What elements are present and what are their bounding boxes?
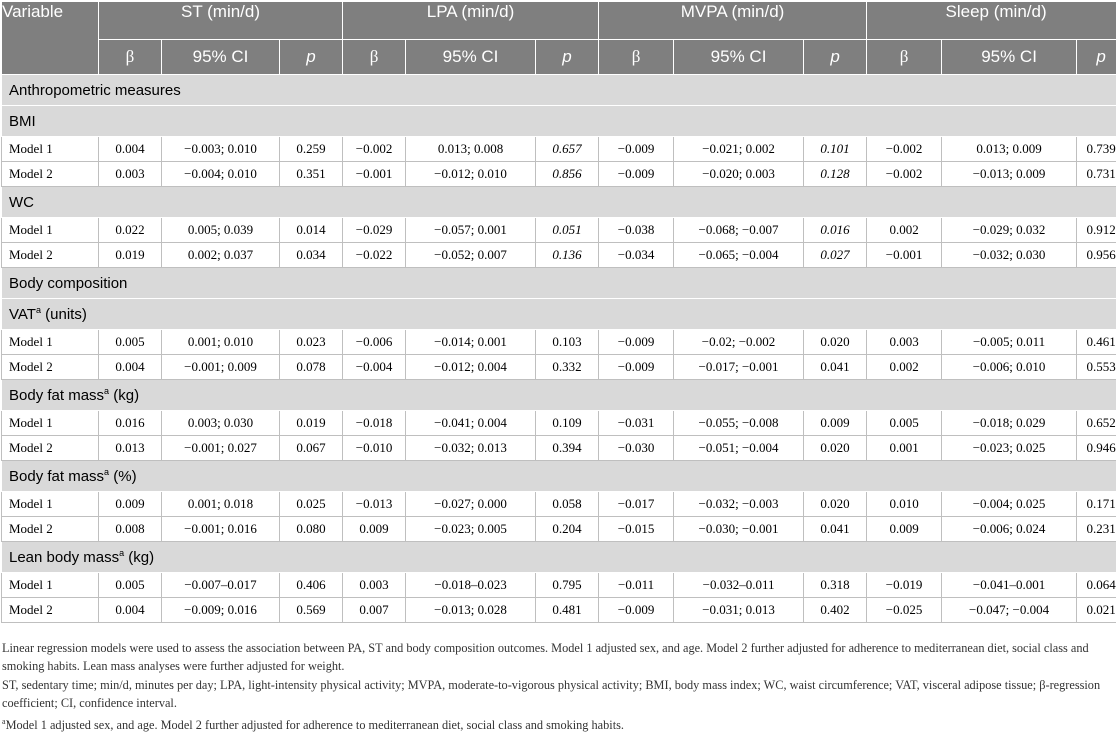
sleep-beta-cell: 0.003 <box>867 330 942 355</box>
model-label: Model 2 <box>2 243 99 268</box>
mvpa-beta-cell: −0.011 <box>599 573 674 598</box>
beta-header: β <box>99 40 162 75</box>
mvpa-ci-cell: −0.02; −0.002 <box>674 330 804 355</box>
sleep-p-cell: 0.739 <box>1077 137 1116 162</box>
st-ci-cell: −0.004; 0.010 <box>162 162 280 187</box>
mvpa-beta-cell: −0.009 <box>599 355 674 380</box>
sleep-beta-cell: −0.001 <box>867 243 942 268</box>
sleep-ci-cell: −0.018; 0.029 <box>942 411 1077 436</box>
lpa-p-cell: 0.481 <box>536 598 599 623</box>
mvpa-p-cell: 0.101 <box>804 137 867 162</box>
st-ci-cell: 0.002; 0.037 <box>162 243 280 268</box>
section-title: Anthropometric measures <box>2 75 1116 106</box>
st-beta-cell: 0.005 <box>99 573 162 598</box>
st-p-cell: 0.023 <box>280 330 343 355</box>
sleep-p-cell: 0.171 <box>1077 492 1116 517</box>
st-p-cell: 0.080 <box>280 517 343 542</box>
st-ci-cell: −0.007–0.017 <box>162 573 280 598</box>
mvpa-ci-cell: −0.032–0.011 <box>674 573 804 598</box>
st-ci-cell: −0.009; 0.016 <box>162 598 280 623</box>
lpa-ci-cell: −0.012; 0.010 <box>406 162 536 187</box>
st-p-cell: 0.067 <box>280 436 343 461</box>
sleep-p-cell: 0.231 <box>1077 517 1116 542</box>
footnote-marker: a <box>119 548 125 558</box>
table-row <box>2 436 1116 461</box>
sleep-beta-cell: 0.005 <box>867 411 942 436</box>
sleep-p-cell: 0.064 <box>1077 573 1116 598</box>
lpa-ci-cell: −0.027; 0.000 <box>406 492 536 517</box>
model-label: Model 1 <box>2 492 99 517</box>
sleep-ci-cell: −0.004; 0.025 <box>942 492 1077 517</box>
table-row <box>2 492 1116 517</box>
lpa-beta-cell: −0.010 <box>343 436 406 461</box>
lpa-p-cell: 0.109 <box>536 411 599 436</box>
mvpa-beta-cell: −0.017 <box>599 492 674 517</box>
st-ci-cell: 0.001; 0.018 <box>162 492 280 517</box>
st-beta-cell: 0.009 <box>99 492 162 517</box>
mvpa-beta-cell: −0.034 <box>599 243 674 268</box>
footnote-marker: a <box>2 717 6 726</box>
st-beta-cell: 0.004 <box>99 598 162 623</box>
st-ci-cell: −0.001; 0.016 <box>162 517 280 542</box>
st-p-cell: 0.014 <box>280 218 343 243</box>
st-p-cell: 0.259 <box>280 137 343 162</box>
subsection-label: WC <box>2 187 1116 218</box>
lpa-beta-cell: −0.018 <box>343 411 406 436</box>
mvpa-ci-cell: −0.055; −0.008 <box>674 411 804 436</box>
lpa-beta-cell: −0.029 <box>343 218 406 243</box>
lpa-p-cell: 0.051 <box>536 218 599 243</box>
beta-header: β <box>867 40 942 75</box>
mvpa-ci-cell: −0.068; −0.007 <box>674 218 804 243</box>
lpa-p-cell: 0.058 <box>536 492 599 517</box>
mvpa-p-cell: 0.027 <box>804 243 867 268</box>
ci-header: 95% CI <box>942 40 1077 75</box>
lpa-p-cell: 0.136 <box>536 243 599 268</box>
lpa-p-cell: 0.332 <box>536 355 599 380</box>
table-row <box>2 355 1116 380</box>
table-row <box>2 598 1116 623</box>
st-ci-cell: 0.005; 0.039 <box>162 218 280 243</box>
sleep-p-cell: 0.652 <box>1077 411 1116 436</box>
ci-header: 95% CI <box>162 40 280 75</box>
lpa-ci-cell: −0.018–0.023 <box>406 573 536 598</box>
sleep-p-cell: 0.946 <box>1077 436 1116 461</box>
p-header: p <box>1077 40 1116 75</box>
sleep-beta-cell: −0.002 <box>867 137 942 162</box>
sleep-ci-cell: −0.006; 0.010 <box>942 355 1077 380</box>
p-header: p <box>804 40 867 75</box>
p-header: p <box>280 40 343 75</box>
table-row <box>2 243 1116 268</box>
model-label: Model 1 <box>2 573 99 598</box>
section-row <box>2 268 1116 299</box>
mvpa-ci-cell: −0.017; −0.001 <box>674 355 804 380</box>
st-ci-cell: 0.001; 0.010 <box>162 330 280 355</box>
mvpa-beta-cell: −0.031 <box>599 411 674 436</box>
subsection-row <box>2 380 1116 411</box>
note-abbreviations: ST, sedentary time; min/d, minutes per day; LPA, light-intensity physical activity; MVPA, moderate-to-vigorous physical activity; BMI, body mass index; WC, waist circumference; VAT, visceral adipose tissue; β-regression coefficient; CI, confidence interval. <box>2 678 1101 710</box>
sleep-beta-cell: 0.009 <box>867 517 942 542</box>
sleep-ci-cell: −0.047; −0.004 <box>942 598 1077 623</box>
model-label: Model 1 <box>2 411 99 436</box>
subsection-label: BMI <box>2 106 1116 137</box>
sleep-beta-cell: 0.001 <box>867 436 942 461</box>
mvpa-p-cell: 0.020 <box>804 492 867 517</box>
sleep-ci-cell: −0.032; 0.030 <box>942 243 1077 268</box>
st-beta-cell: 0.004 <box>99 137 162 162</box>
lpa-ci-cell: −0.032; 0.013 <box>406 436 536 461</box>
mvpa-ci-cell: −0.021; 0.002 <box>674 137 804 162</box>
st-p-cell: 0.019 <box>280 411 343 436</box>
sleep-beta-cell: −0.025 <box>867 598 942 623</box>
st-ci-cell: −0.003; 0.010 <box>162 137 280 162</box>
table-row <box>2 137 1116 162</box>
section-title: Body composition <box>2 268 1116 299</box>
lpa-beta-cell: 0.003 <box>343 573 406 598</box>
model-label: Model 1 <box>2 137 99 162</box>
beta-header: β <box>343 40 406 75</box>
st-p-cell: 0.351 <box>280 162 343 187</box>
lpa-p-cell: 0.394 <box>536 436 599 461</box>
mvpa-ci-cell: −0.065; −0.004 <box>674 243 804 268</box>
table-row <box>2 573 1116 598</box>
st-beta-cell: 0.004 <box>99 355 162 380</box>
note-footnote: $^a$Model 1 adjusted sex, and age. Model 2 further adjusted for adherence to mediterranean diet, social class and smoking habits. <box>2 717 624 733</box>
table-row <box>2 411 1116 436</box>
sleep-ci-cell: −0.023; 0.025 <box>942 436 1077 461</box>
note-methods: Linear regression models were used to assess the association between PA, ST and body composition outcomes. Model 1 adjusted sex, and age. Model 2 further adjusted for adherence to mediterranean diet, social class and smoking habits. Lean mass analyses were further adjusted for weight. <box>2 641 1089 673</box>
sleep-p-cell: 0.553 <box>1077 355 1116 380</box>
sleep-ci-cell: −0.006; 0.024 <box>942 517 1077 542</box>
footnote-marker: a <box>104 467 110 477</box>
subsection-label: Lean body mass$^a$ (kg) <box>2 542 1116 573</box>
st-ci-cell: −0.001; 0.009 <box>162 355 280 380</box>
lpa-beta-cell: −0.002 <box>343 137 406 162</box>
mvpa-beta-cell: −0.009 <box>599 330 674 355</box>
sleep-p-cell: 0.912 <box>1077 218 1116 243</box>
st-ci-cell: 0.003; 0.030 <box>162 411 280 436</box>
st-beta-cell: 0.003 <box>99 162 162 187</box>
table-row <box>2 517 1116 542</box>
st-p-cell: 0.034 <box>280 243 343 268</box>
lpa-beta-cell: 0.009 <box>343 517 406 542</box>
model-label: Model 2 <box>2 517 99 542</box>
mvpa-p-cell: 0.318 <box>804 573 867 598</box>
results-table <box>1 1 1116 623</box>
st-p-cell: 0.406 <box>280 573 343 598</box>
lpa-beta-cell: −0.022 <box>343 243 406 268</box>
mvpa-p-cell: 0.128 <box>804 162 867 187</box>
table-notes <box>2 639 1112 735</box>
mvpa-p-cell: 0.402 <box>804 598 867 623</box>
section-row <box>2 75 1116 106</box>
sleep-ci-cell: −0.029; 0.032 <box>942 218 1077 243</box>
lpa-ci-cell: −0.052; 0.007 <box>406 243 536 268</box>
lpa-ci-cell: −0.041; 0.004 <box>406 411 536 436</box>
table-row <box>2 218 1116 243</box>
st-beta-cell: 0.005 <box>99 330 162 355</box>
header-row-stats <box>2 40 1116 75</box>
st-beta-cell: 0.008 <box>99 517 162 542</box>
model-label: Model 2 <box>2 162 99 187</box>
mvpa-ci-cell: −0.031; 0.013 <box>674 598 804 623</box>
ci-header: 95% CI <box>674 40 804 75</box>
model-label: Model 1 <box>2 218 99 243</box>
st-ci-cell: −0.001; 0.027 <box>162 436 280 461</box>
sleep-p-cell: 0.461 <box>1077 330 1116 355</box>
footnote-marker: a <box>35 305 41 315</box>
group-header-lpa: LPA (min/d) <box>343 2 599 40</box>
subsection-row <box>2 461 1116 492</box>
sleep-beta-cell: 0.002 <box>867 355 942 380</box>
mvpa-ci-cell: −0.032; −0.003 <box>674 492 804 517</box>
lpa-ci-cell: −0.057; 0.001 <box>406 218 536 243</box>
model-label: Model 2 <box>2 436 99 461</box>
ci-header: 95% CI <box>406 40 536 75</box>
lpa-beta-cell: −0.013 <box>343 492 406 517</box>
lpa-p-cell: 0.103 <box>536 330 599 355</box>
lpa-p-cell: 0.657 <box>536 137 599 162</box>
subsection-label: VAT$^a$ (units) <box>2 299 1116 330</box>
group-header-mvpa: MVPA (min/d) <box>599 2 867 40</box>
lpa-p-cell: 0.795 <box>536 573 599 598</box>
sleep-ci-cell: −0.005; 0.011 <box>942 330 1077 355</box>
group-header-sleep: Sleep (min/d) <box>867 2 1116 40</box>
p-header: p <box>536 40 599 75</box>
st-beta-cell: 0.013 <box>99 436 162 461</box>
subsection-row <box>2 187 1116 218</box>
lpa-p-cell: 0.856 <box>536 162 599 187</box>
sleep-p-cell: 0.956 <box>1077 243 1116 268</box>
table-row <box>2 330 1116 355</box>
sleep-p-cell: 0.021 <box>1077 598 1116 623</box>
sleep-ci-cell: −0.041–0.001 <box>942 573 1077 598</box>
mvpa-beta-cell: −0.015 <box>599 517 674 542</box>
subsection-label: Body fat mass$^a$ (kg) <box>2 380 1116 411</box>
mvpa-p-cell: 0.020 <box>804 330 867 355</box>
st-p-cell: 0.569 <box>280 598 343 623</box>
subsection-row <box>2 299 1116 330</box>
mvpa-beta-cell: −0.009 <box>599 162 674 187</box>
lpa-ci-cell: −0.023; 0.005 <box>406 517 536 542</box>
sleep-ci-cell: −0.013; 0.009 <box>942 162 1077 187</box>
footnote-marker: a <box>104 386 110 396</box>
model-label: Model 2 <box>2 355 99 380</box>
lpa-beta-cell: −0.001 <box>343 162 406 187</box>
sleep-beta-cell: −0.002 <box>867 162 942 187</box>
model-label: Model 2 <box>2 598 99 623</box>
sleep-beta-cell: −0.019 <box>867 573 942 598</box>
variable-header: Variable <box>2 2 99 75</box>
sleep-p-cell: 0.731 <box>1077 162 1116 187</box>
lpa-beta-cell: −0.004 <box>343 355 406 380</box>
lpa-p-cell: 0.204 <box>536 517 599 542</box>
lpa-beta-cell: 0.007 <box>343 598 406 623</box>
group-header-st: ST (min/d) <box>99 2 343 40</box>
mvpa-ci-cell: −0.020; 0.003 <box>674 162 804 187</box>
subsection-label: Body fat mass$^a$ (%) <box>2 461 1116 492</box>
mvpa-p-cell: 0.041 <box>804 517 867 542</box>
table-row <box>2 162 1116 187</box>
sleep-beta-cell: 0.010 <box>867 492 942 517</box>
model-label: Model 1 <box>2 330 99 355</box>
mvpa-beta-cell: −0.009 <box>599 137 674 162</box>
mvpa-ci-cell: −0.030; −0.001 <box>674 517 804 542</box>
subsection-row <box>2 106 1116 137</box>
mvpa-ci-cell: −0.051; −0.004 <box>674 436 804 461</box>
st-beta-cell: 0.019 <box>99 243 162 268</box>
st-beta-cell: 0.022 <box>99 218 162 243</box>
lpa-ci-cell: 0.013; 0.008 <box>406 137 536 162</box>
st-beta-cell: 0.016 <box>99 411 162 436</box>
header-row-groups <box>2 2 1116 40</box>
sleep-ci-cell: 0.013; 0.009 <box>942 137 1077 162</box>
lpa-ci-cell: −0.012; 0.004 <box>406 355 536 380</box>
lpa-beta-cell: −0.006 <box>343 330 406 355</box>
mvpa-p-cell: 0.016 <box>804 218 867 243</box>
mvpa-p-cell: 0.020 <box>804 436 867 461</box>
lpa-ci-cell: −0.013; 0.028 <box>406 598 536 623</box>
st-p-cell: 0.025 <box>280 492 343 517</box>
mvpa-beta-cell: −0.009 <box>599 598 674 623</box>
subsection-row <box>2 542 1116 573</box>
mvpa-beta-cell: −0.030 <box>599 436 674 461</box>
lpa-ci-cell: −0.014; 0.001 <box>406 330 536 355</box>
beta-header: β <box>599 40 674 75</box>
st-p-cell: 0.078 <box>280 355 343 380</box>
mvpa-p-cell: 0.041 <box>804 355 867 380</box>
sleep-beta-cell: 0.002 <box>867 218 942 243</box>
mvpa-p-cell: 0.009 <box>804 411 867 436</box>
mvpa-beta-cell: −0.038 <box>599 218 674 243</box>
